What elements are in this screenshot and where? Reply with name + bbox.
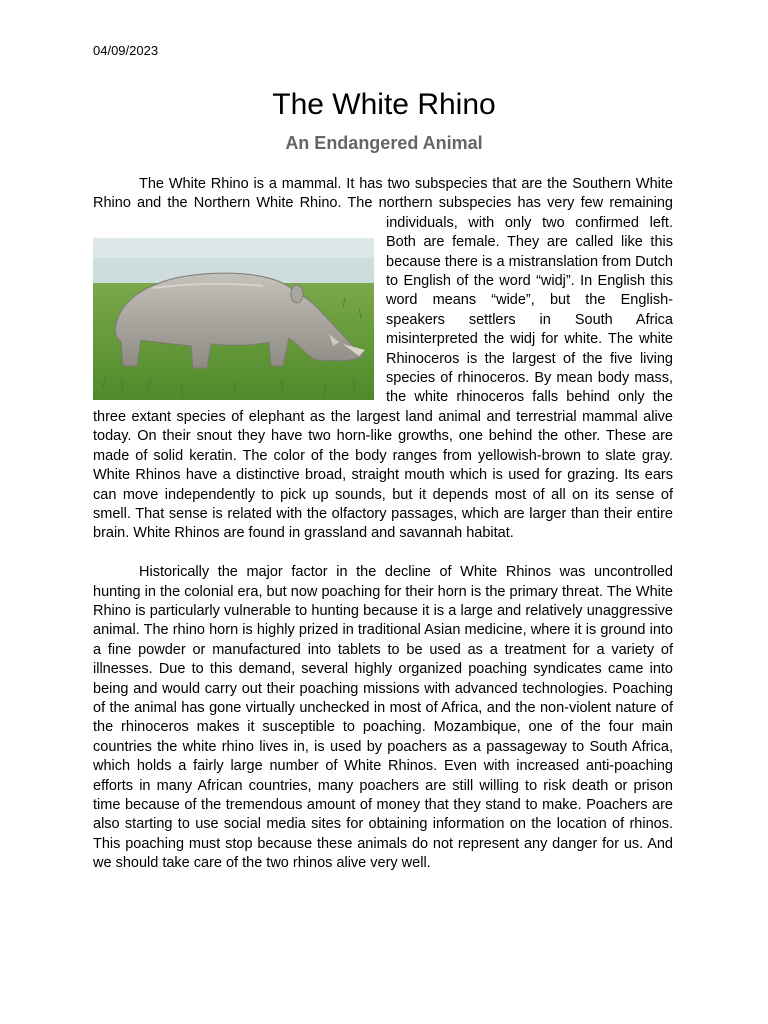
document-subtitle: An Endangered Animal [285, 133, 483, 153]
paragraph-intro-rest: remaining individuals, with only two confirmed left. Both are female. They are called like this because there is a mistranslation from Dutch to English of the word “widj”. In English this word means “wide”, but the English-speakers settlers in South Africa misinterpreted the widj for white. The white Rhinoceros is the largest of the five living species of rhinoceros. By mean body mass, the white rhinoceros falls behind only the three extant species of elephant as the largest land animal and terrestrial mammal alive today. On their snout they have two horn-like growths, one behind the other. These are made of solid keratin. The color of the body ranges from yellowish-brown to slate gray. White Rhinos have a distinctive broad, straight mouth which is used for grazing. Its ears can move independently to pick up sounds, but it depends most of all on its sense of smell. That sense is related with the olfactory passages, which are larger than their entire brain. White Rhinos are found in grassland and savannah habitat. [93, 195, 673, 542]
white-rhino-photo [93, 238, 374, 400]
document-body [93, 175, 673, 874]
paragraph-intro-start: The White Rhino is a mammal. It has two subspecies that are the Southern White Rhino and the Northern White Rhino. The northern subspecies has very few [93, 176, 673, 212]
document-date: 04/09/2023 [93, 43, 159, 58]
paragraph-poaching: Historically the major factor in the decline of White Rhinos was uncontrolled hunting in the colonial era, but now poaching for their horn is the primary threat. The White Rhino is particularly vulnerable to hunting because it is a large and relatively unaggressive animal. The rhino horn is highly prized in traditional Asian medicine, where it is ground into a fine powder or manufactured into tablets to be used as a treatment for a variety of illnesses. Due to this demand, several highly organized poaching syndicates came into being and would carry out their poaching missions with advanced technologies. Poaching of the animal has gone virtually unchecked in most of Africa, and the non-violent nature of the rhinoceros makes it susceptible to poaching. Mozambique, one of the four main countries the white rhino lives in, is used by poachers as a passageway to South Africa, which holds a fairly large number of White Rhinos. Even with increased anti-poaching efforts in many African countries, many poachers are still willing to risk death or prison time because of the tremendous amount of money that they stand to make. Poachers are also starting to use social media sites for obtaining information on the location of rhinos. This poaching must stop because these animals do not represent any danger for us. And we should take care of the two rhinos alive very well. [93, 564, 673, 872]
document-title: The White Rhino [272, 88, 496, 121]
paragraph-intro [93, 175, 673, 544]
